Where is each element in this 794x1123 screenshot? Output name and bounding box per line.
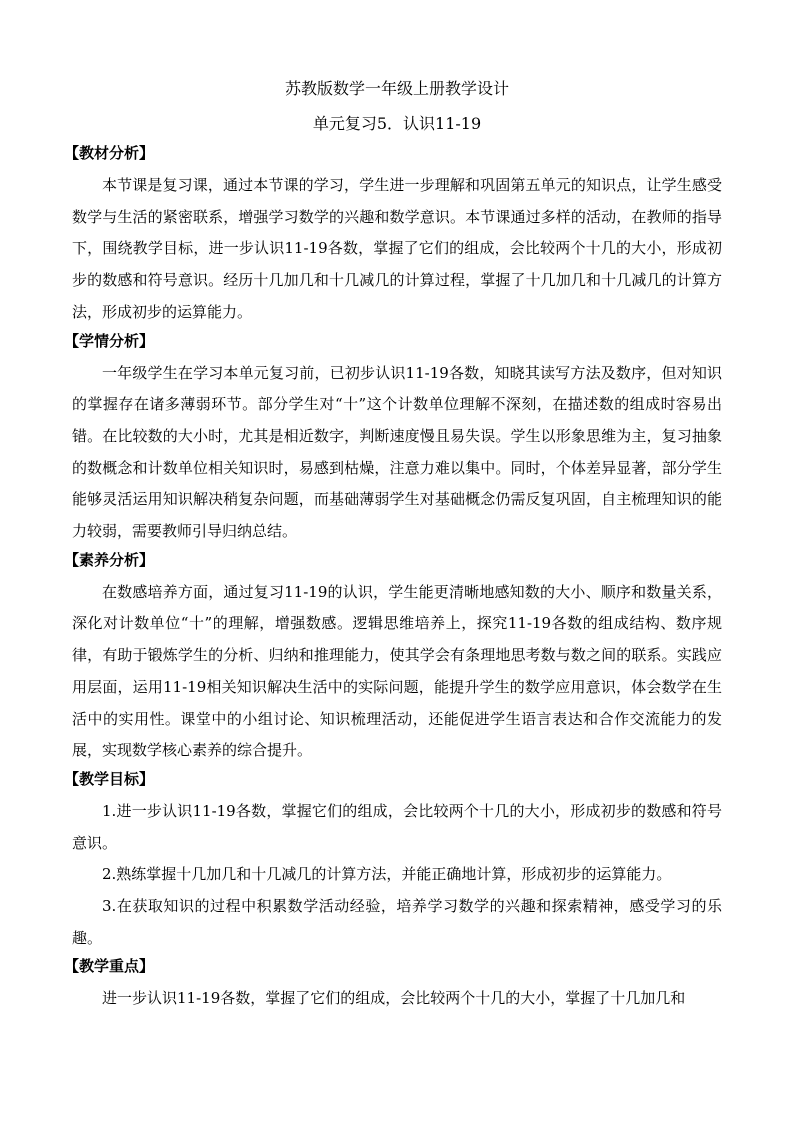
document-subtitle: 单元复习5．认识11-19 [312,114,482,133]
section-paragraph: 本节课是复习课，通过本节课的学习，学生进一步理解和巩固第五单元的知识点，让学生感受数学与生活的紧密联系，增强学习数学的兴趣和数学意识。本节课通过多样的活动，在教师的指导下，围绕教学目标，进一步认识11-19各数，掌握了它们的组成，会比较两个十几的大小，形成初步的数感和符号意识。经历十几加几和十几减几的计算过程，掌握了十几加几和十几减几的计算方法，形成初步的运算能力。 [72,176,722,321]
goal-item: 1.进一步认识11-19各数，掌握它们的组成，会比较两个十几的大小，形成初步的数感和符号意识。 [72,801,722,852]
section-heading: 【素养分析】 [64,550,155,569]
document-title: 苏教版数学一年级上册教学设计 [284,79,509,98]
section-teaching-goals [64,767,722,955]
section-textbook-analysis [64,141,722,329]
section-learner-analysis [64,329,722,548]
section-paragraph: 一年级学生在学习本单元复习前，已初步认识11-19各数，知晓其读写方法及数序，但对知识的掌握存在诸多薄弱环节。部分学生对“十”这个计数单位理解不深刻，在描述数的组成时容易出错。在比较数的大小时，尤其是相近数字，判断速度慢且易失误。学生以形象思维为主，复习抽象的数概念和计数单位相关知识时，易感到枯燥，注意力难以集中。同时，个体差异显著，部分学生能够灵活运用知识解决稍复杂问题，而基础薄弱学生对基础概念仍需反复巩固，自主梳理知识的能力较弱，需要教师引导归纳总结。 [72,363,722,541]
section-heading: 【教材分析】 [64,144,155,162]
section-heading: 【教学重点】 [64,957,155,976]
goal-item: 2.熟练掌握十几加几和十几减几的计算方法，并能正确地计算，形成初步的运算能力。 [102,865,672,884]
section-heading: 【学情分析】 [64,331,155,350]
goal-item: 3.在获取知识的过程中积累数学活动经验，培养学习数学的兴趣和探索精神，感受学习的乐趣。 [72,897,722,947]
section-teaching-focus [64,954,722,1015]
section-paragraph: 在数感培养方面，通过复习11-19的认识，学生能更清晰地感知数的大小、顺序和数量关系，深化对计数单位“十”的理解，增强数感。逻辑思维培养上，探究11-19各数的组成结构、数序规律，有助于锻炼学生的分析、归纳和推理能力，使其学会有条理地思考数与数之间的联系。实践应用层面，运用11-19相关知识解决生活中的实际问题，能提升学生的数学应用意识，体会数学在生活中的实用性。课堂中的小组讨论、知识梳理活动，还能促进学生语言表达和合作交流能力的发展，实现数学核心素养的综合提升。 [72,582,722,760]
document-page [64,78,722,1015]
section-literacy-analysis [64,548,722,767]
section-paragraph: 进一步认识11-19各数，掌握了它们的组成，会比较两个十几的大小，掌握了十几加几和 [102,989,686,1008]
section-heading: 【教学目标】 [64,769,155,788]
